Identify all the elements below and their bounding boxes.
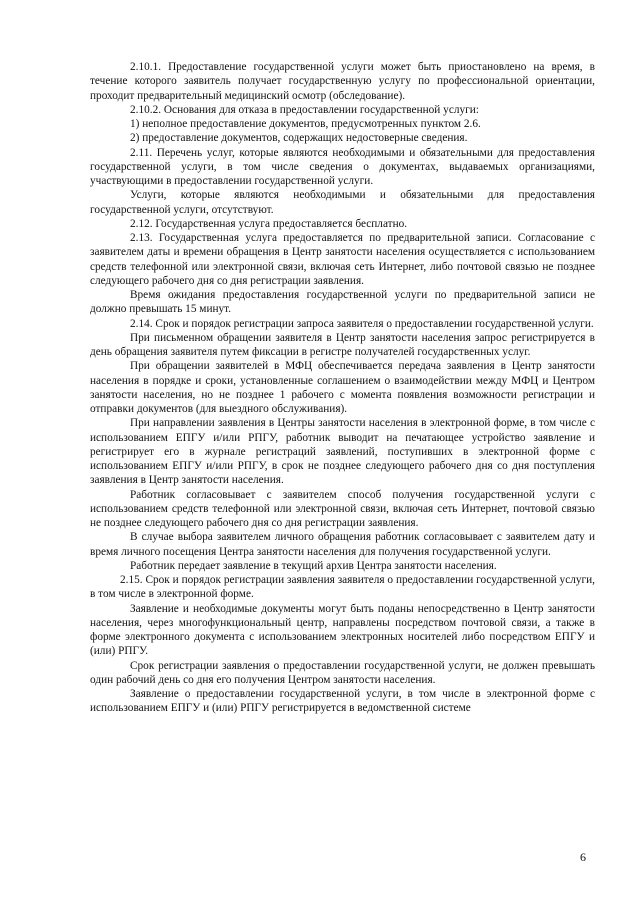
document-body (90, 60, 595, 716)
paragraph-registration-system: Заявление о предоставлении государственной услуги, в том числе в электронной форме с использованием ЕПГУ и (или) РПГУ регистрируется в ведомственной системе (90, 688, 595, 715)
paragraph-2-15: 2.15. Срок и порядок регистрации заявления заявителя о предоставлении государственной услуги, в том числе в электронной форме. (90, 574, 595, 601)
paragraph-2-10-2: 2.10.2. Основания для отказа в предоставлении государственной услуги: (130, 103, 479, 116)
list-item-1: 1) неполное предоставление документов, предусмотренных пунктом 2.6. (130, 118, 481, 130)
paragraph-services: Услуги, которые являются необходимыми и обязательными для предоставления государственной услуги, отсутствуют. (90, 189, 595, 216)
paragraph-2-14: 2.14. Срок и порядок регистрации запроса заявителя о предоставлении государственной услуги. (130, 317, 594, 330)
list-item-2: 2) предоставление документов, содержащих недостоверные сведения. (130, 132, 468, 145)
paragraph-mfc: При обращении заявителей в МФЦ обеспечивается передача заявления в Центр занятости населения в порядке и сроки, установленные соглашением о взаимодействии между МФЦ и Центром занятости населения, но не позднее 1 рабочего с момента появления возможности регистрации и отправки документов (для выездного обслуживания). (90, 360, 595, 415)
paragraph-2-11: 2.11. Перечень услуг, которые являются необходимыми и обязательными для предоставления государственной услуги, в том числе сведения о документах, выдаваемых организациями, участвующими в предоставлении государственной услуги. (90, 146, 595, 187)
paragraph-written-request: При письменном обращении заявителя в Центр занятости населения запрос регистрируется в день обращения заявителя путем фиксации в регистре получателей государственных услуг. (90, 331, 595, 358)
paragraph-2-12: 2.12. Государственная услуга предоставляется бесплатно. (130, 217, 408, 230)
paragraph-2-13: 2.13. Государственная услуга предоставляется по предварительной записи. Согласование с заявителем даты и времени обращения в Центр занятости населения осуществляется с использованием средств телефонной или электронной связи, включая сеть Интернет, либо почтовой связью не позднее следующего рабочего дня со дня регистрации заявления. (90, 232, 595, 287)
paragraph-electronic: При направлении заявления в Центры занятости населения в электронной форме, в том числе с использованием ЕПГУ и/или РПГУ, работник выводит на печатающее устройство заявление и регистрирует его в журнале регистраций заявлений, поступивших в электронной форме с использованием ЕПГУ и/или РПГУ, в срок не позднее следующего рабочего дня со дня поступления заявления в Центр занятости населения. (90, 417, 595, 487)
paragraph-2-10-1: 2.10.1. Предоставление государственной услуги может быть приостановлено на время, в течение которого заявитель получает государственную услугу по профессиональной ориентации, проходит предварительный медицинский осмотр (обследование). (90, 61, 595, 102)
paragraph-agreement: Работник согласовывает с заявителем способ получения государственной услуги с использованием средств телефонной или электронной связи, включая сеть Интернет, почтовой связью не позднее следующего рабочего дня со дня регистрации заявления. (90, 488, 595, 529)
paragraph-registration-term: Срок регистрации заявления о предоставлении государственной услуги, не должен превышать один рабочий день со дня его получения Центром занятости населения. (90, 659, 595, 686)
paragraph-personal-visit: В случае выбора заявителем личного обращения работник согласовывает с заявителем дату и время личного посещения Центра занятости населения для получения государственной услуги. (90, 531, 595, 558)
paragraph-waiting-time: Время ожидания предоставления государственной услуги по предварительной записи не должно превышать 15 минут. (90, 289, 595, 316)
paragraph-submission: Заявление и необходимые документы могут быть поданы непосредственно в Центр занятости населения, через многофункциональный центр, направлены посредством почтовой связи, а также в форме электронного документа с использованием электронных носителей либо посредством ЕПГУ и (или) РПГУ. (90, 602, 595, 658)
paragraph-archive: Работник передает заявление в текущий архив Центра занятости населения. (130, 559, 497, 572)
page-number: 6 (580, 850, 586, 864)
